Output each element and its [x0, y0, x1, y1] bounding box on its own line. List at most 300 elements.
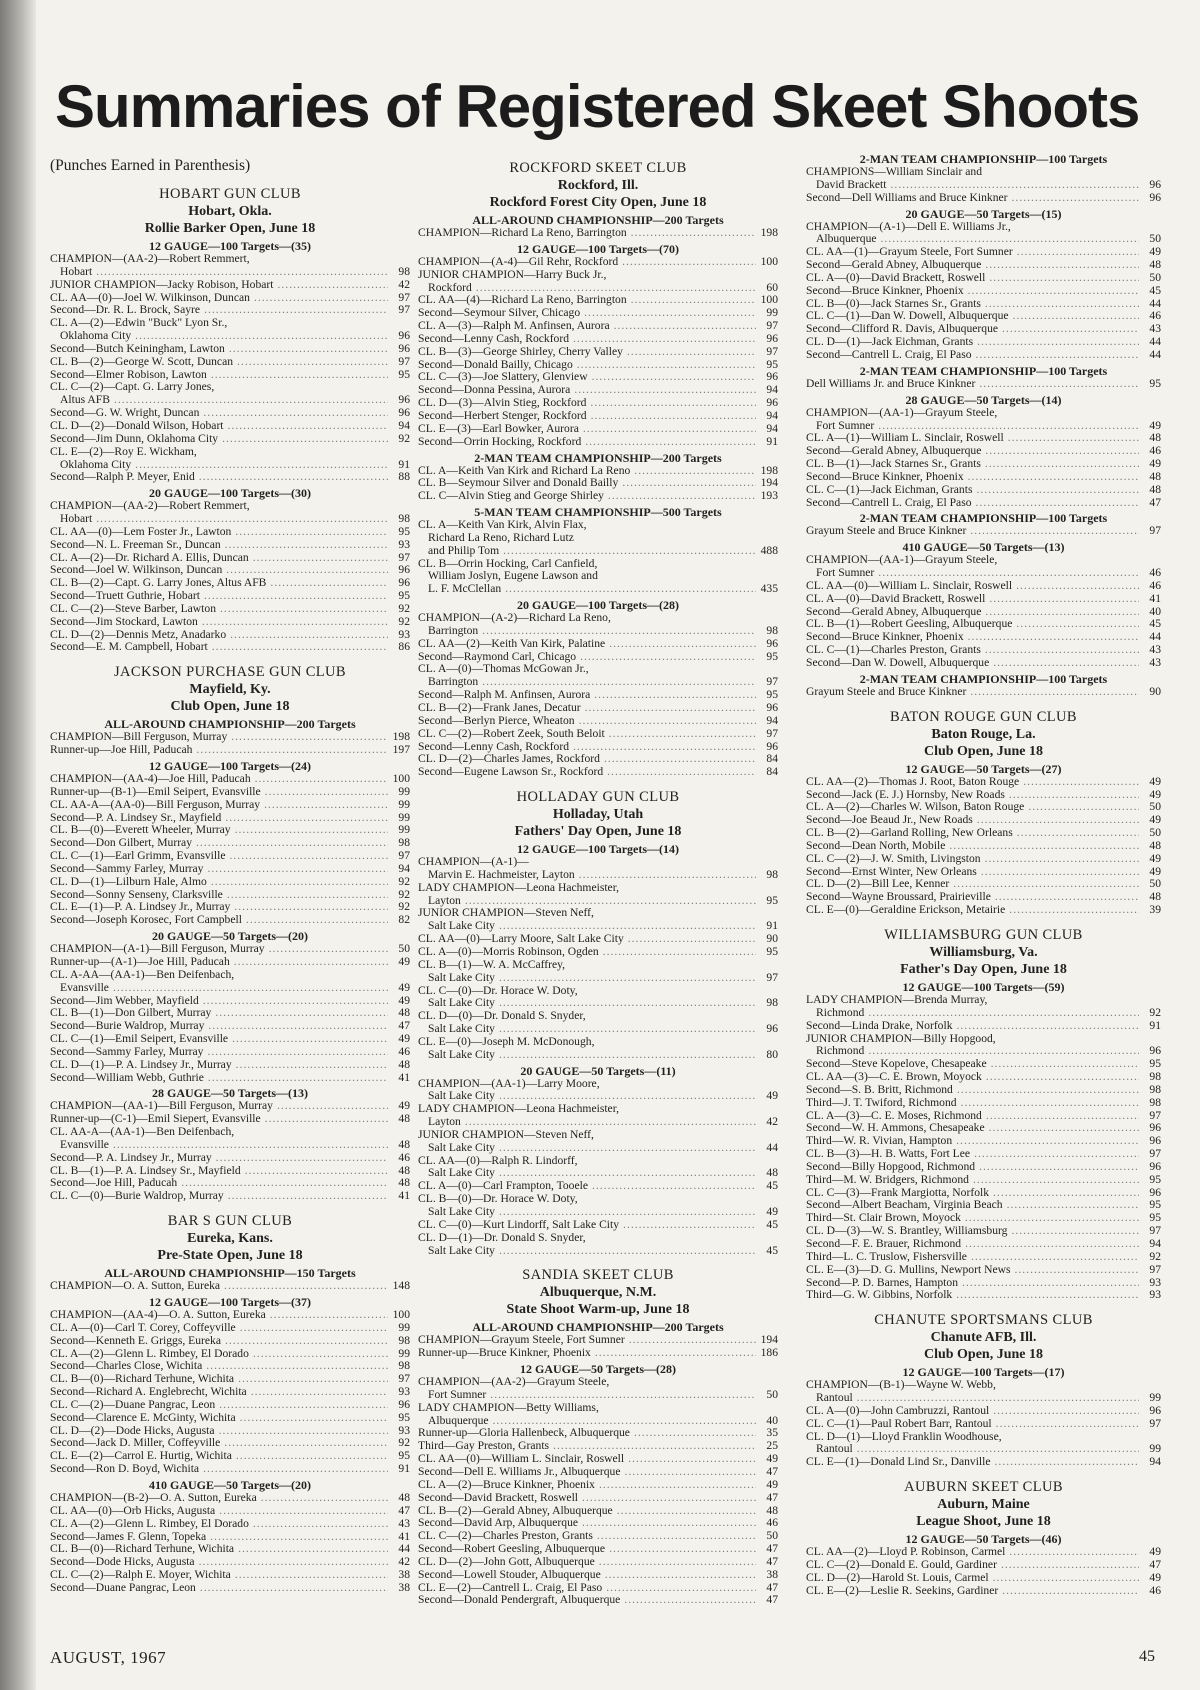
result-row: [806, 1559, 1161, 1572]
leader-dots: [269, 943, 388, 956]
event-heading: 20 GAUGE—50 Targets—(11): [520, 1063, 676, 1078]
leader-dots: [1023, 776, 1139, 789]
leader-dots: [614, 320, 756, 333]
result-score: 99: [1149, 1442, 1161, 1456]
leader-dots: [891, 179, 1139, 192]
result-score: 90: [766, 932, 778, 946]
result-score: 98: [398, 1333, 410, 1347]
result-line: CL. D—(0)—Dr. Donald S. Snyder,: [418, 1009, 586, 1023]
leader-dots: [878, 567, 1139, 580]
result-row: [50, 616, 410, 629]
result-score: 92: [1149, 1249, 1161, 1263]
club-location: Albuquerque, N.M.: [539, 1285, 657, 1301]
event-heading: 12 GAUGE—100 Targets—(37): [149, 1295, 311, 1309]
result-score: 95: [766, 649, 778, 663]
result-entry: Second—W. H. Ammons, Chesapeake: [806, 1121, 985, 1135]
result-entry: Second—Dr. R. L. Brock, Sayre: [50, 303, 201, 317]
result-line: CL. E—(2)—Roy E. Wickham,: [50, 444, 197, 458]
result-entry: Runner-up—(C-1)—Emil Siepert, Evansville: [50, 1112, 261, 1126]
result-score: 50: [398, 942, 410, 956]
result-row: [50, 471, 410, 484]
result-score: 50: [1149, 877, 1161, 891]
result-entry: CL. E—(3)—Earl Bowker, Aurora: [418, 421, 579, 435]
club-location: Baton Rouge, La.: [931, 726, 1036, 742]
result-entry: Marvin E. Hachmeister, Layton: [428, 867, 575, 881]
result-entry: CL. AA—(0)—William L. Sinclair, Roswell: [418, 1452, 625, 1466]
result-entry: Second—Berlyn Pierce, Wheaton: [418, 713, 575, 727]
result-entry: Second—Gerald Abney, Albuquerque: [806, 444, 982, 458]
result-score: 97: [1149, 1224, 1161, 1238]
result-entry: CL. C—(1)—Jack Eichman, Grants: [806, 482, 973, 496]
result-entry: Salt Lake City: [428, 970, 495, 984]
result-row: [50, 513, 410, 526]
leader-dots: [623, 1219, 756, 1232]
result-score: 95: [1149, 1057, 1161, 1071]
result-line: CHAMPION—(B-1)—Wayne W. Webb,: [806, 1378, 996, 1392]
result-score: 49: [766, 1452, 778, 1466]
result-entry: CL. E—(2)—Leslie R. Seekins, Gardiner: [806, 1583, 999, 1597]
event-heading: 12 GAUGE—100 Targets—(24): [149, 759, 311, 773]
result-row: [806, 1418, 1161, 1431]
result-entry: Second—Clifford R. Davis, Albuquerque: [806, 322, 999, 336]
leader-dots: [207, 1046, 388, 1059]
result-entry: CL. AA—(4)—Richard La Reno, Barrington: [418, 293, 627, 307]
result-entry: Second—James F. Glenn, Topeka: [50, 1529, 207, 1543]
result-entry: CHAMPION—O. A. Sutton, Eureka: [50, 1279, 221, 1293]
result-row: [418, 946, 778, 959]
result-score: 46: [398, 1150, 410, 1164]
leader-dots: [605, 1569, 756, 1582]
result-line: LADY CHAMPION—Leona Hachmeister,: [418, 1102, 619, 1116]
result-row: [418, 728, 778, 741]
event-heading: 12 GAUGE—100 Targets—(59): [902, 979, 1065, 994]
leader-dots: [579, 715, 756, 728]
leader-dots: [634, 1427, 756, 1440]
leader-dots: [234, 901, 388, 914]
result-score: 41: [398, 1070, 410, 1084]
result-line: CHAMPIONS—William Sinclair and: [806, 165, 983, 178]
club-location: Chanute AFB, Ill.: [930, 1330, 1037, 1346]
result-entry: CL. C—(1)—Emil Seipert, Evansville: [50, 1032, 229, 1046]
result-score: 49: [766, 1089, 778, 1103]
result-entry: Second—Steve Kopelove, Chesapeake: [806, 1057, 987, 1071]
result-row: [806, 686, 1161, 699]
leader-dots: [208, 1020, 388, 1033]
event-heading: ALL-AROUND CHAMPIONSHIP—200 Targets: [104, 717, 356, 732]
result-entry: CL. D—(2)—Dennis Metz, Anadarko: [50, 627, 227, 641]
result-row: [50, 1399, 410, 1412]
result-entry: Second—Clarence E. McGinty, Wichita: [50, 1410, 236, 1424]
result-score: 46: [1149, 566, 1161, 580]
leader-dots: [607, 766, 756, 779]
result-line: CL. D—(1)—Dr. Donald S. Snyder,: [418, 1230, 586, 1244]
result-score: 39: [1149, 903, 1161, 917]
result-score: 100: [392, 772, 410, 785]
result-score: 94: [398, 861, 410, 875]
result-entry: CL. AA—(3)—C. E. Brown, Moyock: [806, 1070, 982, 1084]
result-entry: Dell Williams Jr. and Bruce Kinkner: [806, 376, 976, 390]
result-row: [806, 525, 1161, 538]
result-entry: CL. C—(2)—Charles Preston, Grants: [418, 1529, 593, 1543]
leader-dots: [993, 1405, 1139, 1418]
leader-dots: [135, 330, 388, 343]
result-score: 45: [766, 1217, 778, 1231]
result-entry: CL. C—(1)—Dan W. Dowell, Albuquerque: [806, 309, 1009, 323]
result-entry: David Brackett: [816, 177, 887, 191]
result-row: [418, 1206, 778, 1219]
leader-dots: [993, 1187, 1139, 1200]
result-entry: Second—David Brackett, Roswell: [418, 1490, 579, 1504]
leader-dots: [634, 465, 756, 478]
result-entry: Second—Butch Keiningham, Lawton: [50, 341, 225, 355]
result-entry: CHAMPION—(AA-1)—Bill Ferguson, Murray: [50, 1099, 273, 1113]
result-entry: Salt Lake City: [428, 1140, 495, 1154]
leader-dots: [240, 1412, 388, 1425]
result-entry: CL. C—(2)—Donald E. Gould, Gardiner: [806, 1557, 997, 1571]
leader-dots: [208, 1072, 388, 1085]
result-row: [50, 1412, 410, 1425]
result-score: 48: [398, 1176, 410, 1190]
leader-dots: [1008, 432, 1139, 445]
event-heading: 20 GAUGE—50 Targets—(15): [905, 206, 1062, 221]
result-score: 95: [398, 1449, 410, 1463]
result-score: 95: [1149, 1211, 1161, 1225]
result-row: [50, 1190, 410, 1203]
result-entry: Grayum Steele and Bruce Kinkner: [806, 684, 967, 698]
result-entry: CL. B—(0)—Richard Terhune, Wichita: [50, 1542, 235, 1556]
leader-dots: [228, 420, 388, 433]
result-entry: Third—W. R. Vivian, Hampton: [806, 1134, 953, 1148]
result-score: 42: [398, 277, 410, 291]
result-entry: Oklahoma City: [60, 329, 132, 343]
result-score: 91: [1149, 1018, 1161, 1032]
result-score: 93: [398, 627, 410, 641]
result-row: [418, 346, 778, 359]
event-name: Father's Day Open, June 18: [900, 961, 1067, 977]
event-name: Rollie Barker Open, June 18: [144, 221, 316, 236]
result-score: 97: [398, 1372, 410, 1386]
result-score: 194: [760, 1333, 778, 1347]
result-entry: Second—Cantrell L. Craig, El Paso: [806, 495, 972, 509]
result-score: 96: [766, 396, 778, 410]
result-row: [418, 625, 778, 638]
club-location: Williamsburg, Va.: [929, 944, 1038, 960]
leader-dots: [1002, 1585, 1139, 1598]
event-heading: 20 GAUGE—100 Targets—(28): [517, 598, 679, 613]
result-score: 44: [1149, 335, 1161, 349]
result-line: CHAMPION—(AA-1)—Grayum Steele,: [806, 405, 998, 419]
result-score: 48: [1149, 890, 1161, 904]
leader-dots: [254, 292, 388, 305]
event-heading: 12 GAUGE—50 Targets—(28): [520, 1362, 676, 1377]
leader-dots: [1009, 904, 1139, 917]
leader-dots: [956, 1135, 1139, 1148]
result-entry: Albuquerque: [816, 232, 877, 246]
leader-dots: [238, 1543, 388, 1556]
event-heading: ALL-AROUND CHAMPIONSHIP—200 Targets: [472, 213, 724, 227]
result-entry: CL. D—(2)—Donald Wilson, Hobart: [50, 418, 224, 432]
result-entry: Second—Ron D. Boyd, Wichita: [50, 1462, 200, 1476]
result-score: 48: [398, 1057, 410, 1071]
leader-dots: [971, 1251, 1139, 1264]
result-line: JUNIOR CHAMPION—Billy Hopgood,: [806, 1031, 996, 1045]
result-score: 95: [766, 688, 778, 702]
result-entry: CL. A—(2)—Glenn L. Rimbey, El Dorado: [50, 1346, 249, 1360]
result-entry: Barrington: [428, 675, 479, 689]
result-entry: Second—Dean North, Mobile: [806, 838, 946, 852]
leader-dots: [995, 891, 1139, 904]
result-entry: Third—M. W. Bridgers, Richmond: [806, 1172, 969, 1186]
result-row: [50, 1569, 410, 1582]
result-score: 99: [1149, 1391, 1161, 1405]
result-score: 49: [1149, 787, 1161, 801]
leader-dots: [594, 689, 756, 702]
result-score: 96: [766, 1022, 778, 1036]
leader-dots: [599, 1479, 756, 1492]
leader-dots: [986, 1110, 1139, 1123]
result-score: 49: [398, 954, 410, 968]
result-entry: Second—Dell Williams and Bruce Kinkner: [806, 190, 1008, 204]
result-score: 95: [398, 589, 410, 603]
result-entry: Rantoul: [816, 1442, 853, 1456]
result-score: 97: [1149, 1416, 1161, 1430]
result-entry: Fort Sumner: [816, 566, 875, 580]
leader-dots: [1012, 192, 1139, 205]
result-entry: Second—Joe Beaud Jr., New Roads: [806, 813, 973, 827]
event-heading: 20 GAUGE—50 Targets—(20): [152, 929, 308, 944]
leader-dots: [977, 336, 1139, 349]
result-line: CL. AA-A—(AA-1)—Ben Deifenbach,: [50, 1125, 235, 1139]
result-score: 95: [398, 524, 410, 538]
result-score: 99: [398, 823, 410, 837]
result-score: 47: [1149, 495, 1161, 509]
leader-dots: [995, 1456, 1139, 1469]
result-entry: Second—Albert Beacham, Virginia Beach: [806, 1198, 1003, 1212]
result-score: 49: [766, 1477, 778, 1491]
result-row: [806, 580, 1161, 593]
result-line: CL. A—(2)—Edwin "Buck" Lyon Sr.,: [50, 316, 228, 330]
result-row: [50, 956, 410, 969]
result-score: 91: [398, 457, 410, 471]
result-entry: Second—Ralph M. Anfinsen, Aurora: [418, 688, 591, 702]
result-entry: Second—F. E. Brauer, Richmond: [806, 1237, 962, 1250]
leader-dots: [199, 471, 388, 484]
leader-dots: [216, 1152, 388, 1165]
result-line: CHAMPION—(AA-1)—Grayum Steele,: [806, 553, 998, 567]
result-row: [50, 799, 410, 812]
leader-dots: [985, 259, 1139, 272]
result-entry: CL. A—(2)—Bruce Kinkner, Phoenix: [418, 1477, 595, 1491]
result-row: [806, 272, 1161, 285]
results-column-2: [418, 150, 778, 1607]
leader-dots: [96, 266, 388, 279]
result-score: 49: [398, 1032, 410, 1046]
result-score: 92: [398, 874, 410, 888]
leader-dots: [235, 526, 388, 539]
result-entry: CL. A—Keith Van Kirk and Richard La Reno: [418, 463, 631, 477]
result-entry: L. F. McClellan: [428, 582, 502, 596]
leader-dots: [261, 1492, 388, 1505]
result-entry: CHAMPION—(AA-4)—Joe Hill, Paducah: [50, 772, 251, 785]
result-entry: Second—Raymond Carl, Chicago: [418, 649, 577, 663]
leader-dots: [230, 850, 389, 863]
result-entry: CHAMPION—Bill Ferguson, Murray: [50, 730, 228, 744]
result-entry: Second—S. B. Britt, Richmond: [806, 1082, 953, 1096]
result-entry: CL. C—(2)—Ralph E. Moyer, Wichita: [50, 1568, 231, 1582]
result-row: [418, 1116, 778, 1129]
event-heading: 28 GAUGE—50 Targets—(14): [905, 392, 1062, 407]
result-entry: Second—William Webb, Guthrie: [50, 1070, 204, 1084]
result-entry: Albuquerque: [428, 1413, 489, 1427]
result-score: 95: [1149, 376, 1161, 390]
leader-dots: [968, 631, 1139, 644]
result-entry: Second—Ralph P. Meyer, Enid: [50, 470, 195, 484]
result-entry: Second—Orrin Hocking, Rockford: [418, 434, 582, 448]
result-score: 99: [398, 1346, 410, 1360]
result-score: 38: [766, 1567, 778, 1581]
result-entry: CL. B—(2)—George W. Scott, Duncan: [50, 354, 234, 368]
leader-dots: [236, 1450, 388, 1463]
result-score: 25: [766, 1439, 778, 1453]
result-score: 96: [1149, 1044, 1161, 1058]
result-score: 435: [760, 582, 778, 596]
result-row: [50, 603, 410, 616]
result-entry: Oklahoma City: [60, 457, 132, 471]
leader-dots: [228, 1190, 388, 1203]
result-score: 186: [760, 1346, 778, 1360]
result-score: 98: [1149, 1070, 1161, 1084]
result-score: 96: [1149, 177, 1161, 191]
result-row: [806, 1251, 1161, 1264]
result-score: 95: [1149, 1198, 1161, 1212]
result-row: [50, 343, 410, 356]
result-line: JUNIOR CHAMPION—Harry Buck Jr.,: [418, 267, 607, 281]
result-line: CHAMPION—(A-2)—Richard La Reno,: [418, 611, 611, 625]
result-row: [806, 1020, 1161, 1033]
leader-dots: [609, 638, 756, 651]
leader-dots: [628, 933, 756, 946]
result-entry: CL. A—(0)—Morris Robinson, Ogden: [418, 944, 599, 958]
leader-dots: [253, 1348, 388, 1361]
result-row: [418, 333, 778, 346]
result-score: 93: [398, 537, 410, 551]
result-row: [418, 1492, 778, 1505]
result-entry: Second—G. W. Wright, Duncan: [50, 406, 200, 420]
result-row: [50, 433, 410, 446]
event-name: State Shoot Warm-up, June 18: [506, 1302, 690, 1318]
result-entry: Third—L. C. Truslow, Fishersville: [806, 1249, 967, 1263]
result-score: 99: [398, 784, 410, 798]
result-line: Richard La Reno, Richard Lutz: [428, 530, 574, 544]
result-entry: Second—Jack D. Miller, Coffeyville: [50, 1436, 221, 1450]
result-row: [418, 1556, 778, 1569]
result-row: [806, 349, 1161, 362]
result-score: 96: [398, 576, 410, 590]
leader-dots: [592, 1180, 756, 1193]
result-line: CHAMPION—(AA-2)—Robert Remmert,: [50, 252, 250, 265]
result-score: 93: [1149, 1288, 1161, 1302]
result-score: 41: [1149, 591, 1161, 605]
leader-dots: [113, 1139, 388, 1152]
result-score: 50: [766, 1529, 778, 1543]
result-score: 82: [398, 913, 410, 927]
result-score: 49: [398, 980, 410, 994]
result-entry: Second—Kenneth E. Griggs, Eureka: [50, 1333, 221, 1347]
event-heading: ALL-AROUND CHAMPIONSHIP—150 Targets: [104, 1266, 356, 1281]
result-entry: Second—Truett Guthrie, Hobart: [50, 589, 200, 603]
result-entry: Second—Jack (E. J.) Hornsby, New Roads: [806, 787, 1005, 801]
result-entry: Runner-up—(B-1)—Emil Seipert, Evansville: [50, 784, 261, 798]
result-score: 97: [1149, 1147, 1161, 1161]
leader-dots: [604, 753, 756, 766]
leader-dots: [1007, 1199, 1139, 1212]
event-name: Fathers' Day Open, June 18: [514, 824, 682, 840]
result-score: 46: [766, 1516, 778, 1530]
result-row: [418, 1219, 778, 1232]
result-entry: CL. D—(1)—P. A. Lindsey Jr., Murray: [50, 1057, 232, 1071]
result-row: [418, 227, 778, 240]
result-entry: Second—Donald Bailly, Chicago: [418, 357, 573, 371]
leader-dots: [237, 356, 388, 369]
result-row: [806, 1084, 1161, 1097]
result-row: [50, 773, 410, 786]
result-entry: CL. C—(2)—Steve Barber, Lawton: [50, 601, 216, 615]
result-row: [806, 1148, 1161, 1161]
result-entry: CHAMPION—(B-2)—O. A. Sutton, Eureka: [50, 1490, 257, 1504]
club-name: BATON ROUGE GUN CLUB: [890, 708, 1077, 725]
result-row: [50, 1033, 410, 1046]
leader-dots: [957, 1020, 1140, 1033]
leader-dots: [573, 741, 756, 754]
result-score: 49: [1149, 1545, 1161, 1559]
result-score: 48: [398, 1006, 410, 1020]
result-score: 46: [398, 1044, 410, 1058]
result-line: CHAMPION—(A-1)—Dell E. Williams Jr.,: [806, 219, 1011, 233]
result-score: 96: [766, 331, 778, 345]
result-score: 49: [1149, 851, 1161, 865]
result-score: 49: [1149, 813, 1161, 827]
result-score: 94: [398, 418, 410, 432]
result-entry: JUNIOR CHAMPION—Jacky Robison, Hobart: [50, 277, 274, 291]
result-entry: Second—Richard A. Englebrecht, Wichita: [50, 1385, 247, 1399]
result-score: 46: [1149, 444, 1161, 458]
leader-dots: [584, 307, 756, 320]
result-score: 47: [766, 1542, 778, 1556]
result-entry: Barrington: [428, 623, 479, 637]
result-line: CL. A—(0)—Thomas McGowan Jr.,: [418, 662, 589, 676]
result-entry: Second—Lenny Cash, Rockford: [418, 739, 570, 753]
result-row: [806, 1161, 1161, 1174]
event-name: Pre-State Open, June 18: [157, 1248, 303, 1264]
result-entry: CHAMPION—(AA-4)—O. A. Sutton, Eureka: [50, 1308, 266, 1321]
result-entry: CL. C—(2)—Duane Pangrac, Leon: [50, 1397, 216, 1411]
result-entry: CL. AA—(1)—Grayum Steele, Fort Sumner: [806, 245, 1013, 259]
leader-dots: [235, 824, 388, 837]
leader-dots: [582, 1492, 756, 1505]
leader-dots: [1002, 323, 1139, 336]
result-row: [50, 982, 410, 995]
result-row: [806, 179, 1161, 192]
result-score: 49: [1149, 418, 1161, 432]
result-entry: CL. D—(2)—Charles James, Rockford: [418, 752, 600, 766]
result-entry: CHAMPION—Grayum Steele, Fort Sumner: [418, 1333, 625, 1347]
result-entry: Second—Gerald Abney, Albuquerque: [806, 258, 982, 272]
leader-dots: [235, 1569, 388, 1582]
leader-dots: [986, 1071, 1139, 1084]
leader-dots: [211, 369, 388, 382]
leader-dots: [597, 1530, 756, 1543]
result-entry: Second—Duane Pangrac, Leon: [50, 1580, 196, 1594]
